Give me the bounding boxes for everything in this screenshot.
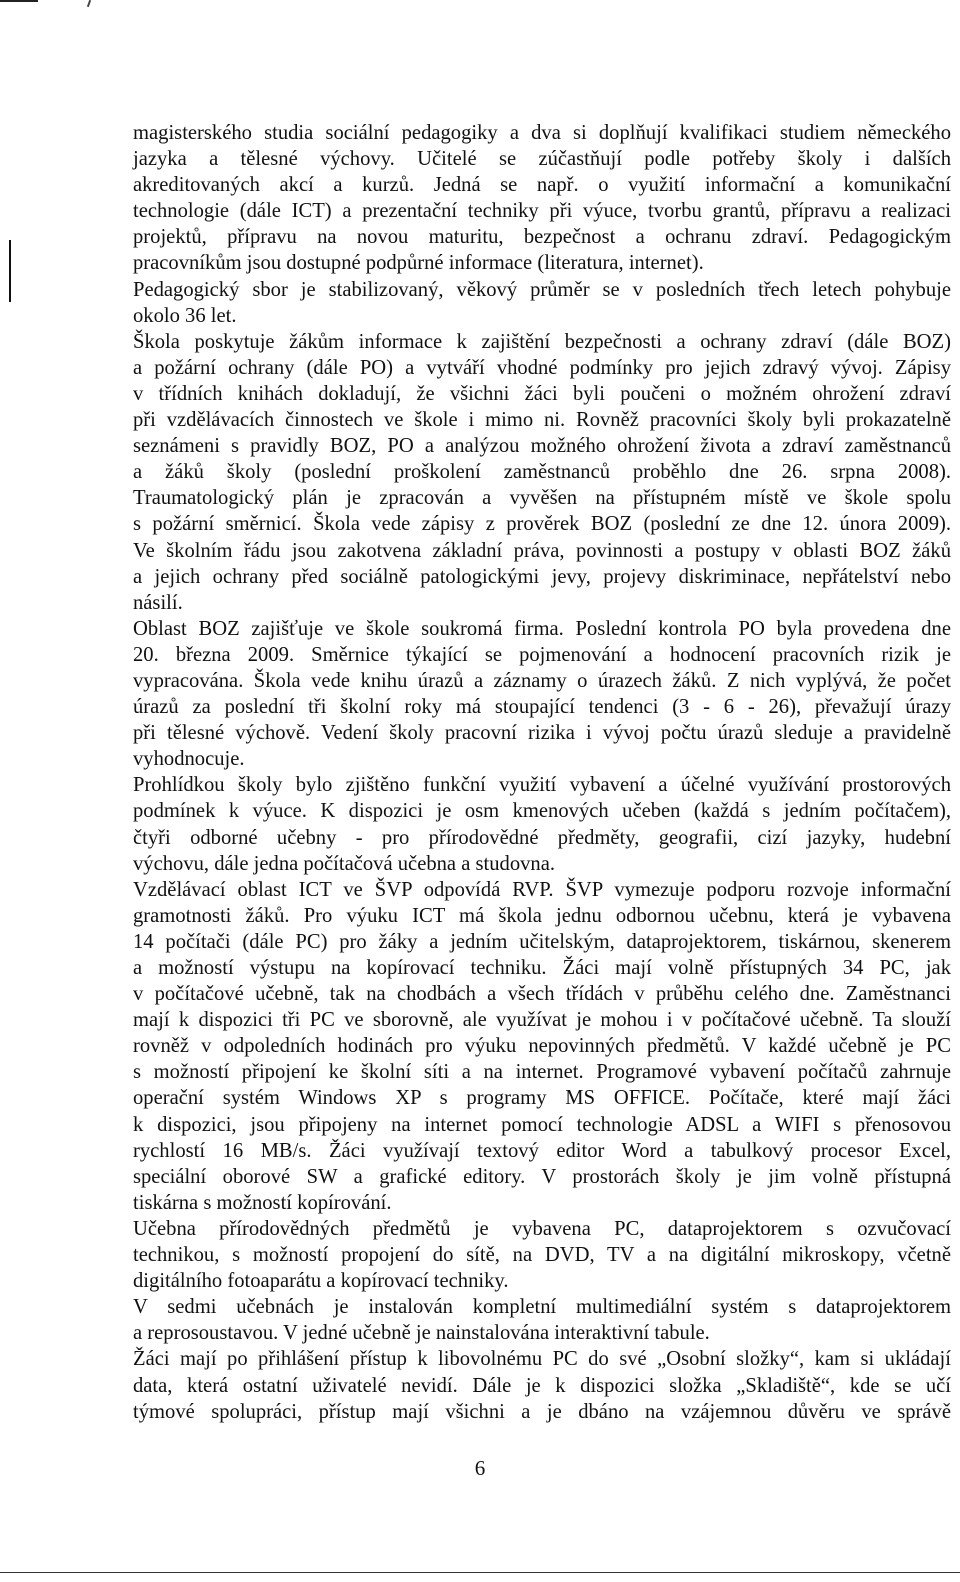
text-line: vypracována. Škola vede knihu úrazů a záznamy o úrazech žáků. Z nich vyplývá, že počet bbox=[133, 669, 951, 692]
bottom-scan-rule bbox=[0, 1572, 960, 1573]
margin-change-bar bbox=[9, 240, 11, 302]
text-line: gramotnosti žáků. Pro výuku ICT má škola jednu odbornou učebnu, která je vybavena bbox=[133, 904, 951, 927]
text-line: vyhodnocuje. bbox=[133, 748, 245, 771]
page-number: 6 bbox=[474, 1456, 486, 1480]
text-line: speciální oborové SW a grafické editory. V prostorách školy je jim volně přístupná bbox=[133, 1165, 951, 1188]
text-line: Traumatologický plán je zpracován a vyvěšen na přístupném místě ve škole spolu bbox=[133, 487, 951, 510]
text-line: týmové spolupráci, přístup mají všichni a je dbáno na vzájemnou důvěru ve správě bbox=[133, 1400, 951, 1423]
text-line: úrazů za poslední tři školní roky má stoupající tendenci (3 - 6 - 26), převažují úrazy bbox=[133, 696, 951, 719]
text-line: při tělesné výchově. Vedení školy pracovní rizika i vývoj počtu úrazů sleduje a pravidelně bbox=[133, 722, 951, 745]
text-line: Ve školním řádu jsou zakotvena základní práva, povinnosti a postupy v oblasti BOZ žáků bbox=[133, 539, 951, 562]
text-line: operační systém Windows XP s programy MS OFFICE. Počítače, které mají žáci bbox=[133, 1087, 951, 1110]
text-line: v počítačové učebně, tak na chodbách a všech třídách v průběhu celého dne. Zaměstnanci bbox=[133, 983, 951, 1006]
text-line: rovněž v odpoledních hodinách pro výuku nepovinných předmětů. V každé učebně je PC bbox=[133, 1035, 951, 1058]
text-line: Vzdělávací oblast ICT ve ŠVP odpovídá RVP. ŠVP vymezuje podporu rozvoje informační bbox=[133, 878, 951, 901]
text-line: 20. března 2009. Směrnice týkající se pojmenování a hodnocení pracovních rizik je bbox=[133, 643, 951, 666]
text-line: a jejich ochrany před sociálně patologickými jevy, projevy diskriminace, nepřátelství nebo bbox=[133, 565, 951, 588]
text-line: data, která ostatní uživatelé nevidí. Dále je k dispozici složka „Skladiště“, kde se učí bbox=[133, 1374, 951, 1397]
text-line: násilí. bbox=[133, 591, 183, 614]
scan-edge-tick bbox=[87, 0, 91, 7]
text-line: technologie (dále ICT) a prezentační techniky při výuce, tvorbu grantů, přípravu a realizaci bbox=[133, 200, 951, 223]
text-line: a žáků školy (poslední proškolení zaměstnanců proběhlo dne 26. srpna 2008). bbox=[133, 461, 951, 484]
text-line: k dispozici, jsou připojeny na internet pomocí technologie ADSL a WIFI s přenosovou bbox=[133, 1113, 951, 1136]
text-line: Žáci mají po přihlášení přístup k libovolnému PC do své „Osobní složky“, kam si ukládají bbox=[133, 1348, 951, 1371]
text-line: V sedmi učebnách je instalován kompletní multimediální systém s dataprojektorem bbox=[133, 1296, 951, 1319]
text-line: magisterského studia sociální pedagogiky a dva si doplňují kvalifikaci studiem německého bbox=[133, 122, 951, 144]
text-line: Oblast BOZ zajišťuje ve škole soukromá firma. Poslední kontrola PO byla provedena dne bbox=[133, 617, 951, 640]
text-line: pracovníkům jsou dostupné podpůrné informace (literatura, internet). bbox=[133, 252, 704, 275]
text-line: s požární směrnicí. Škola vede zápisy z prověrek BOZ (poslední ze dne 12. února 2009). bbox=[133, 513, 951, 536]
text-line: při vzdělávacích činnostech ve škole i mimo ni. Rovněž pracovníci školy byli prokazatelně bbox=[133, 409, 951, 432]
text-line: 14 počítači (dále PC) pro žáky a jedním učitelským, dataprojektorem, tiskárnou, skenerem bbox=[133, 930, 951, 953]
text-line: jazyka a tělesné výchovy. Učitelé se zúčastňují podle potřeby školy i dalších bbox=[133, 148, 951, 171]
text-line: s možností připojení ke školní síti a na internet. Programové vybavení počítačů zahrnuje bbox=[133, 1061, 951, 1084]
text-line: čtyři odborné učebny - pro přírodovědné předměty, geografii, cizí jazyky, hudební bbox=[133, 826, 951, 849]
text-line: Pedagogický sbor je stabilizovaný, věkový průměr se v posledních třech letech pohybuje bbox=[133, 278, 951, 301]
text-line: a reprosoustavou. V jedné učebně je nainstalována interaktivní tabule. bbox=[133, 1322, 710, 1345]
text-line: projektů, přípravu na novou maturitu, bezpečnost a ochranu zdraví. Pedagogickým bbox=[133, 226, 951, 249]
text-line: a možností výstupu na kopírovací techniku. Žáci mají volně přístupných 34 PC, jak bbox=[133, 957, 951, 979]
text-line: podmínek k výuce. K dispozici je osm kmenových učeben (každá s jedním počítačem), bbox=[133, 800, 951, 823]
text-line: rychlostí 16 MB/s. Žáci využívají textový editor Word a tabulkový procesor Excel, bbox=[133, 1139, 951, 1162]
text-line: technikou, s možností propojení do sítě, na DVD, TV a na digitální mikroskopy, včetně bbox=[133, 1244, 951, 1267]
text-line: výchovu, dále jedna počítačová učebna a studovna. bbox=[133, 852, 556, 875]
text-line: Škola poskytuje žákům informace k zajištění bezpečnosti a ochrany zdraví (dále BOZ) bbox=[133, 330, 951, 353]
body-text bbox=[133, 120, 951, 1425]
text-line: mají k dispozici tři PC ve sborovně, ale využívat je mohou i v počítačové učebně. Ta slouží bbox=[133, 1009, 951, 1032]
text-line: tiskárna s možností kopírování. bbox=[133, 1191, 392, 1214]
scan-edge-mark bbox=[0, 0, 38, 2]
text-line: Prohlídkou školy bylo zjištěno funkční využití vybavení a účelné využívání prostorových bbox=[133, 774, 951, 797]
text-line: akreditovaných akcí a kurzů. Jedná se např. o využití informační a komunikační bbox=[133, 174, 951, 197]
text-line: digitálního fotoaparátu a kopírovací techniky. bbox=[133, 1270, 509, 1293]
text-line: v třídních knihách dokladují, že všichni žáci byli poučeni o možném ohrožení zdraví bbox=[133, 382, 951, 405]
text-line: seznámeni s pravidly BOZ, PO a analýzou možného ohrožení života a zdraví zaměstnanců bbox=[133, 435, 951, 458]
text-line: a požární ochrany (dále PO) a vytváří vhodné podmínky pro jejich zdravý vývoj. Zápisy bbox=[133, 356, 951, 379]
text-line: Učebna přírodovědných předmětů je vybavena PC, dataprojektorem s ozvučovací bbox=[133, 1217, 951, 1240]
text-line: okolo 36 let. bbox=[133, 304, 237, 327]
